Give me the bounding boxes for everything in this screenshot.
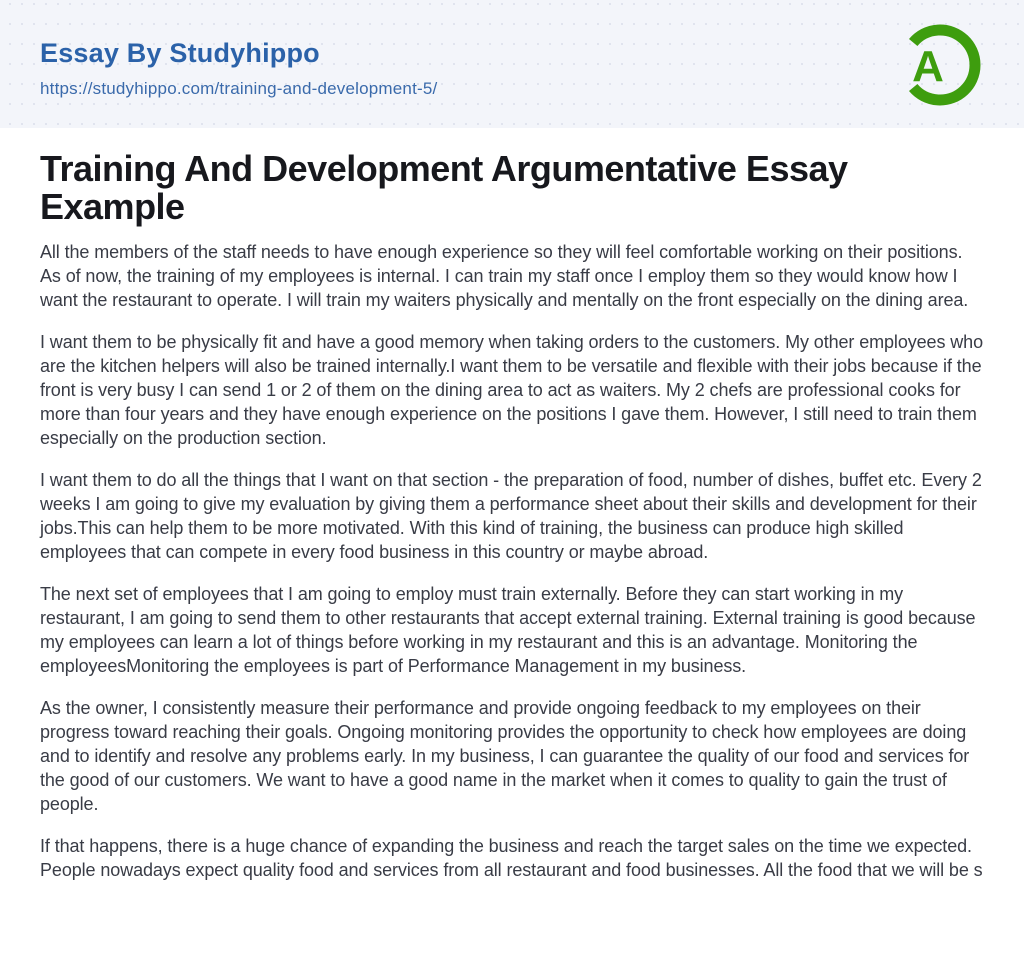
- essay-body: [40, 240, 984, 882]
- essay-source-url-link[interactable]: https://studyhippo.com/training-and-development-5/: [40, 78, 438, 98]
- essay-paragraph: All the members of the staff needs to have enough experience so they will feel comfortable working on their positions. As of now, the training of my employees is internal. I can train my staff once I employ them so they would know how I want the restaurant to operate. I will train my waiters physically and mentally on the front especially on the dining area.: [40, 242, 969, 310]
- site-header: [0, 0, 1024, 128]
- site-title-link[interactable]: Essay By Studyhippo: [40, 37, 320, 68]
- essay-title: Training And Development Argumentative Essay Example: [40, 148, 848, 227]
- studyhippo-logo-icon[interactable]: [896, 18, 986, 113]
- essay-article: [0, 128, 1024, 882]
- essay-paragraph: As the owner, I consistently measure their performance and provide ongoing feedback to my employees on their progress toward reaching their goals. Ongoing monitoring provides the opportunity to check how employees are doing and to identify and resolve any problems early. In my business, I can guarantee the quality of our food and services for the good of our customers. We want to have a good name in the market when it comes to quality to gain the trust of people.: [40, 698, 970, 814]
- essay-paragraph: I want them to do all the things that I want on that section - the preparation of food, number of dishes, buffet etc. Every 2 weeks I am going to give my evaluation by giving them a performance sheet about their skills and development for their jobs.This can help them to be more motivated. With this kind of training, the business can produce high skilled employees that can compete in every food business in this country or maybe abroad.: [40, 470, 982, 562]
- logo-letter: A: [912, 41, 944, 91]
- header-text-block: [40, 30, 437, 99]
- essay-paragraph: The next set of employees that I am going to employ must train externally. Before they can start working in my restaurant, I am going to send them to other restaurants that accept external training. External training is good because my employees can learn a lot of things before working in my restaurant and this is an advantage. Monitoring the employeesMonitoring the employees is part of Performance Management in my business.: [40, 584, 976, 676]
- essay-paragraph: I want them to be physically fit and have a good memory when taking orders to the customers. My other employees who are the kitchen helpers will also be trained internally.I want them to be versatile and flexible with their jobs because if the front is very busy I can send 1 or 2 of them on the dining area to act as waiters. My 2 chefs are professional cooks for more than four years and they have enough experience on the positions I gave them. However, I still need to train them especially on the production section.: [40, 332, 983, 448]
- essay-paragraph: If that happens, there is a huge chance of expanding the business and reach the target sales on the time we expected. People nowadays expect quality food and services from all restaurant and food businesses. All the food that we will be s: [40, 836, 983, 880]
